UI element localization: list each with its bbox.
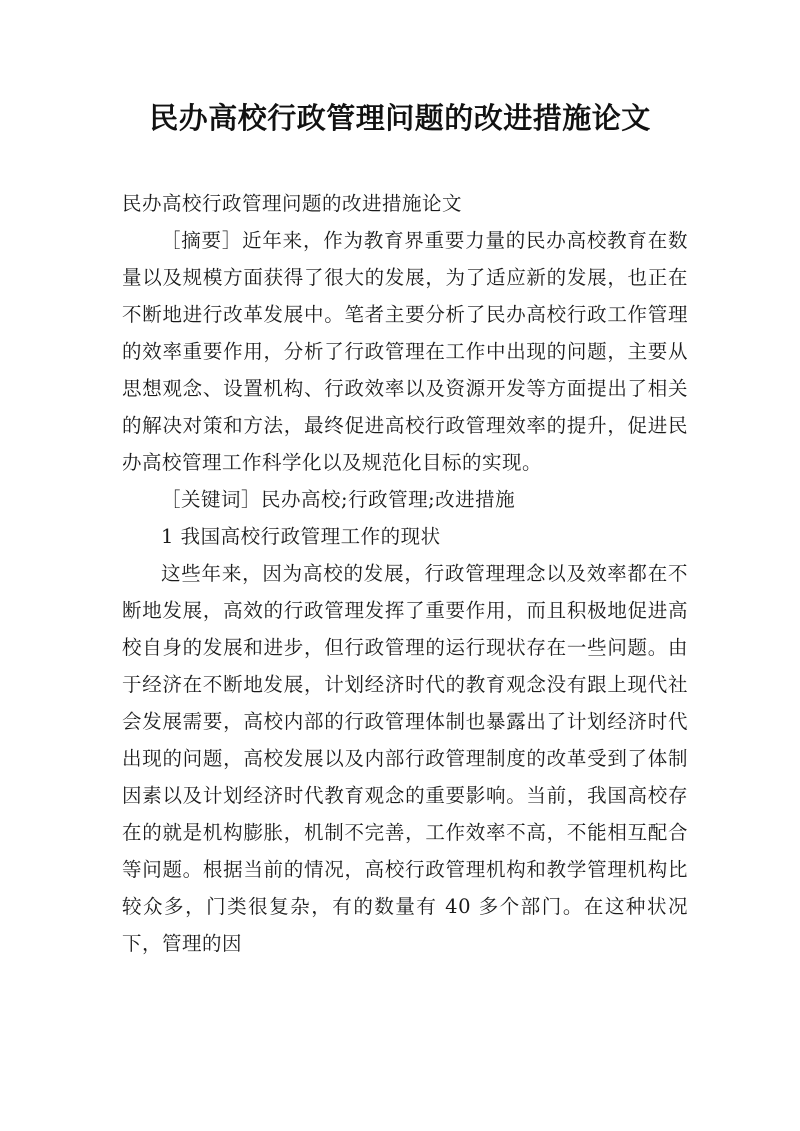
abstract-paragraph: ［摘要］近年来，作为教育界重要力量的民办高校教育在数量以及规模方面获得了很大的发展，为了适应新的发展，也正在不断地进行改革发展中。笔者主要分析了民办高校行政工作管理的效率重要作用，分析了行政管理在工作中出现的问题，主要从思想观念、设置机构、行政效率以及资源开发等方面提出了相关的解决对策和方法，最终促进高校行政管理效率的提升，促进民办高校管理工作科学化以及规范化目标的实现。 [122, 229, 688, 474]
section-paragraph-1: 这些年来，因为高校的发展，行政管理理念以及效率都在不断地发展，高效的行政管理发挥了重要作用，而且积极地促进高校自身的发展和进步，但行政管理的运行现状存在一些问题。由于经济在不断地发展，计划经济时代的教育观念没有跟上现代社会发展需要，高校内部的行政管理体制也暴露出了计划经济时代出现的问题，高校发展以及内部行政管理制度的改革受到了体制因素以及计划经济时代教育观念的重要影响。当前，我国高校存在的就是机构膨胀，机制不完善，工作效率不高，不能相互配合等问题。根据当前的情况，高校行政管理机构和教学管理机构比较众多，门类很复杂，有的数量有 40 多个部门。在这种状况下，管理的因 [122, 562, 688, 955]
keywords-paragraph: ［关键词］民办高校;行政管理;改进措施 [161, 488, 516, 511]
document-title: 民办高校行政管理问题的改进措施论文 [149, 101, 651, 135]
document-subtitle: 民办高校行政管理问题的改进措施论文 [122, 192, 463, 215]
document-body [122, 185, 688, 962]
section-heading-1: 1 我国高校行政管理工作的现状 [161, 525, 441, 548]
